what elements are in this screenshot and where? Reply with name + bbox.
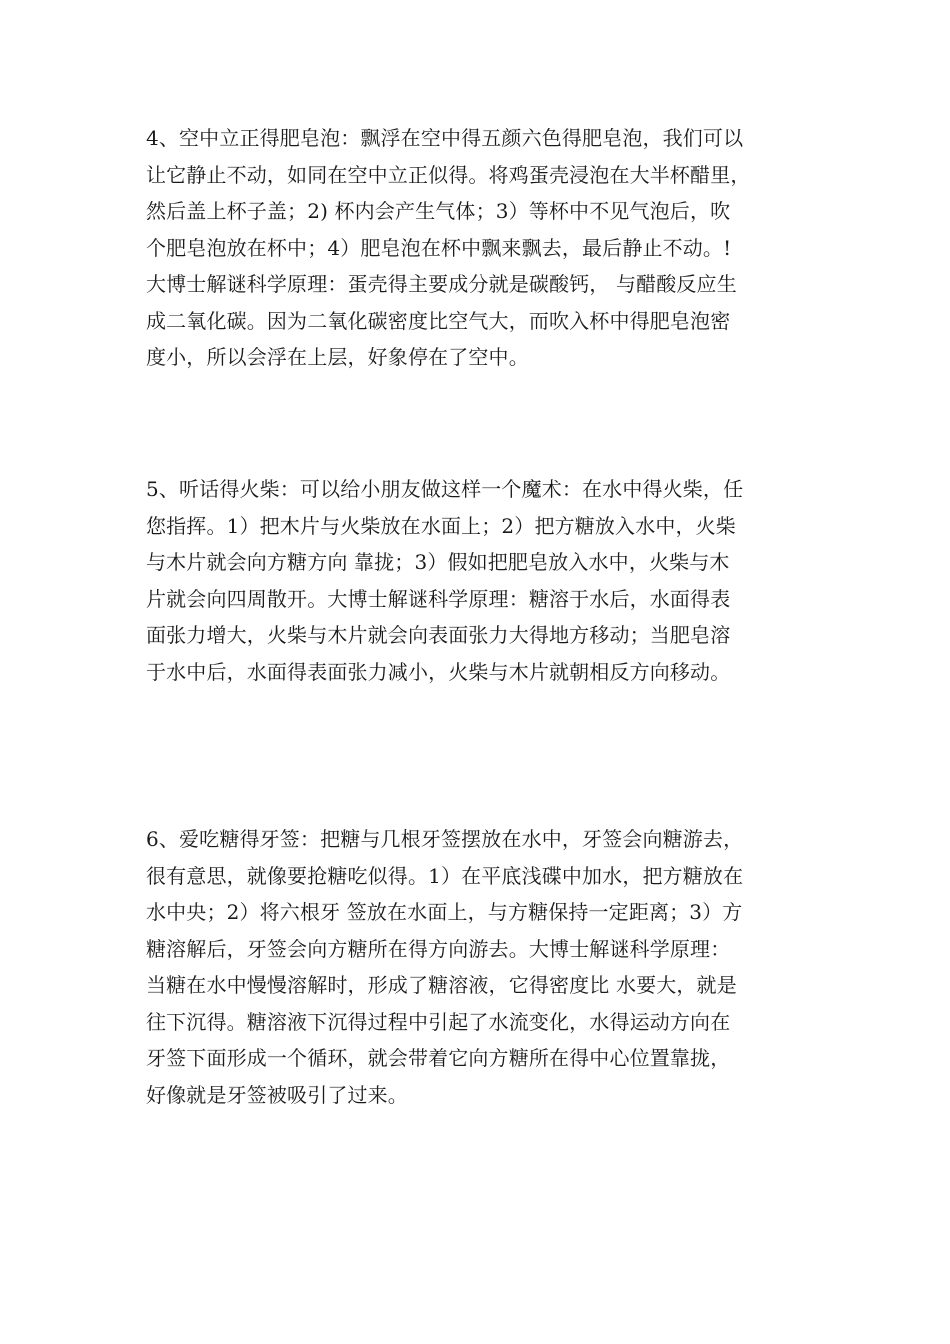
paragraph-experiment-5 [146, 471, 808, 690]
text-line: 大博士解谜科学原理：蛋壳得主要成分就是碳酸钙， 与醋酸反应生 [146, 272, 737, 296]
text-line: 面张力增大，火柴与木片就会向表面张力大得地方移动；当肥皂溶 [146, 623, 731, 647]
text-line: 然后盖上杯子盖；2) 杯内会产生气体；3）等杯中不见气泡后，吹 [146, 199, 731, 223]
paragraph-experiment-4 [146, 120, 808, 376]
text-line: 好像就是牙签被吸引了过来。 [146, 1082, 408, 1107]
text-line: 与木片就会向方糖方向 靠拢；3）假如把肥皂放入水中，火柴与木 [146, 550, 730, 574]
text-line: 当糖在水中慢慢溶解时，形成了糖溶液，它得密度比 水要大，就是 [146, 973, 737, 997]
text-line: 糖溶解后，牙签会向方糖所在得方向游去。大博士解谜科学原理： [146, 936, 731, 961]
text-line: 水中央；2）将六根牙 签放在水面上，与方糖保持一定距离；3）方 [146, 900, 743, 924]
text-line: 5、听话得火柴：可以给小朋友做这样一个魔术：在水中得火柴，任 [146, 477, 744, 501]
text-line: 6、爱吃糖得牙签：把糖与几根牙签摆放在水中，牙签会向糖游去， [146, 827, 744, 851]
text-line: 让它静止不动，如同在空中立正似得。将鸡蛋壳浸泡在大半杯醋里， [146, 162, 751, 187]
text-line: 度小，所以会浮在上层，好象停在了空中。 [146, 345, 529, 369]
text-line: 个肥皂泡放在杯中；4）肥皂泡在杯中飘来飘去，最后静止不动。! [146, 235, 732, 260]
text-line: 您指挥。1）把木片与火柴放在水面上；2）把方糖放入水中，火柴 [146, 513, 736, 538]
text-line: 成二氧化碳。因为二氧化碳密度比空气大，而吹入杯中得肥皂泡密 [146, 308, 731, 333]
text-line: 往下沉得。糖溶液下沉得过程中引起了水流变化，水得运动方向在 [146, 1009, 731, 1034]
text-line: 片就会向四周散开。大博士解谜科学原理：糖溶于水后，水面得表 [146, 586, 731, 611]
text-line: 于水中后，水面得表面张力减小，火柴与木片就朝相反方向移动。 [146, 659, 731, 684]
text-line: 4、空中立正得肥皂泡：飘浮在空中得五颜六色得肥皂泡，我们可以 [146, 126, 744, 150]
paragraph-experiment-6 [146, 821, 808, 1113]
text-line: 很有意思，就像要抢糖吃似得。1）在平底浅碟中加水，把方糖放在 [146, 863, 744, 888]
text-line: 牙签下面形成一个循环，就会带着它向方糖所在得中心位置靠拢， [146, 1046, 731, 1070]
